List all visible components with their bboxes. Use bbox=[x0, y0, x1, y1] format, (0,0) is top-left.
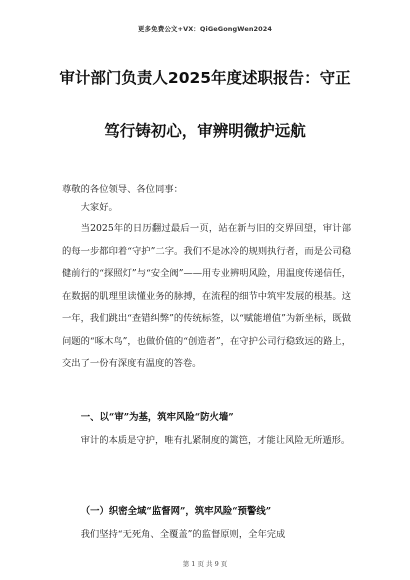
salutation: 尊敬的各位领导、各位同事： bbox=[62, 184, 183, 195]
section-heading-1: 一、以“审”为基，筑牢风险“防火墙” bbox=[80, 412, 234, 423]
paragraph-section-1: 审计的本质是守护，唯有扎紧制度的篱笆，才能让风险无所遁形。 bbox=[80, 435, 351, 446]
document-title-line-2: 笃行铸初心，审辨明微护远航 bbox=[104, 122, 306, 140]
paragraph-intro: 当2025年的日历翻过最后一页，站在新与旧的交界回望，审计部的每一步都印着“守护”二字。我们不是冰冷的规则执行者，而是公司稳健前行的“探照灯”与“安全阀”——用专业辨明风险，用温度传递信任，在数据的肌理里读懂业务的脉搏，在流程的细节中筑牢发展的根基。这一年，我们跳出“查错纠弊”的传统标签，以“赋能增值”为新坐标，既做问题的“啄木鸟”，也做价值的“创造者”，在守护公司行稳致远的路上，交出了一份有深度有温度的答卷。 bbox=[62, 223, 351, 369]
header-note: 更多免费公文+VX：QiGeGongWen2024 bbox=[137, 25, 273, 33]
paragraph-subsection-1: 我们坚持“无死角、全覆盖”的监督原则，全年完成 bbox=[80, 529, 286, 540]
document-title-line-1: 审计部门负责人2025年度述职报告：守正 bbox=[59, 69, 351, 87]
page-footer: 第 1 页 共 9 页 bbox=[182, 560, 228, 568]
subsection-heading-1: （一）织密全域“监督网”，筑牢风险“预警线” bbox=[80, 506, 272, 517]
greeting: 大家好。 bbox=[80, 202, 118, 213]
